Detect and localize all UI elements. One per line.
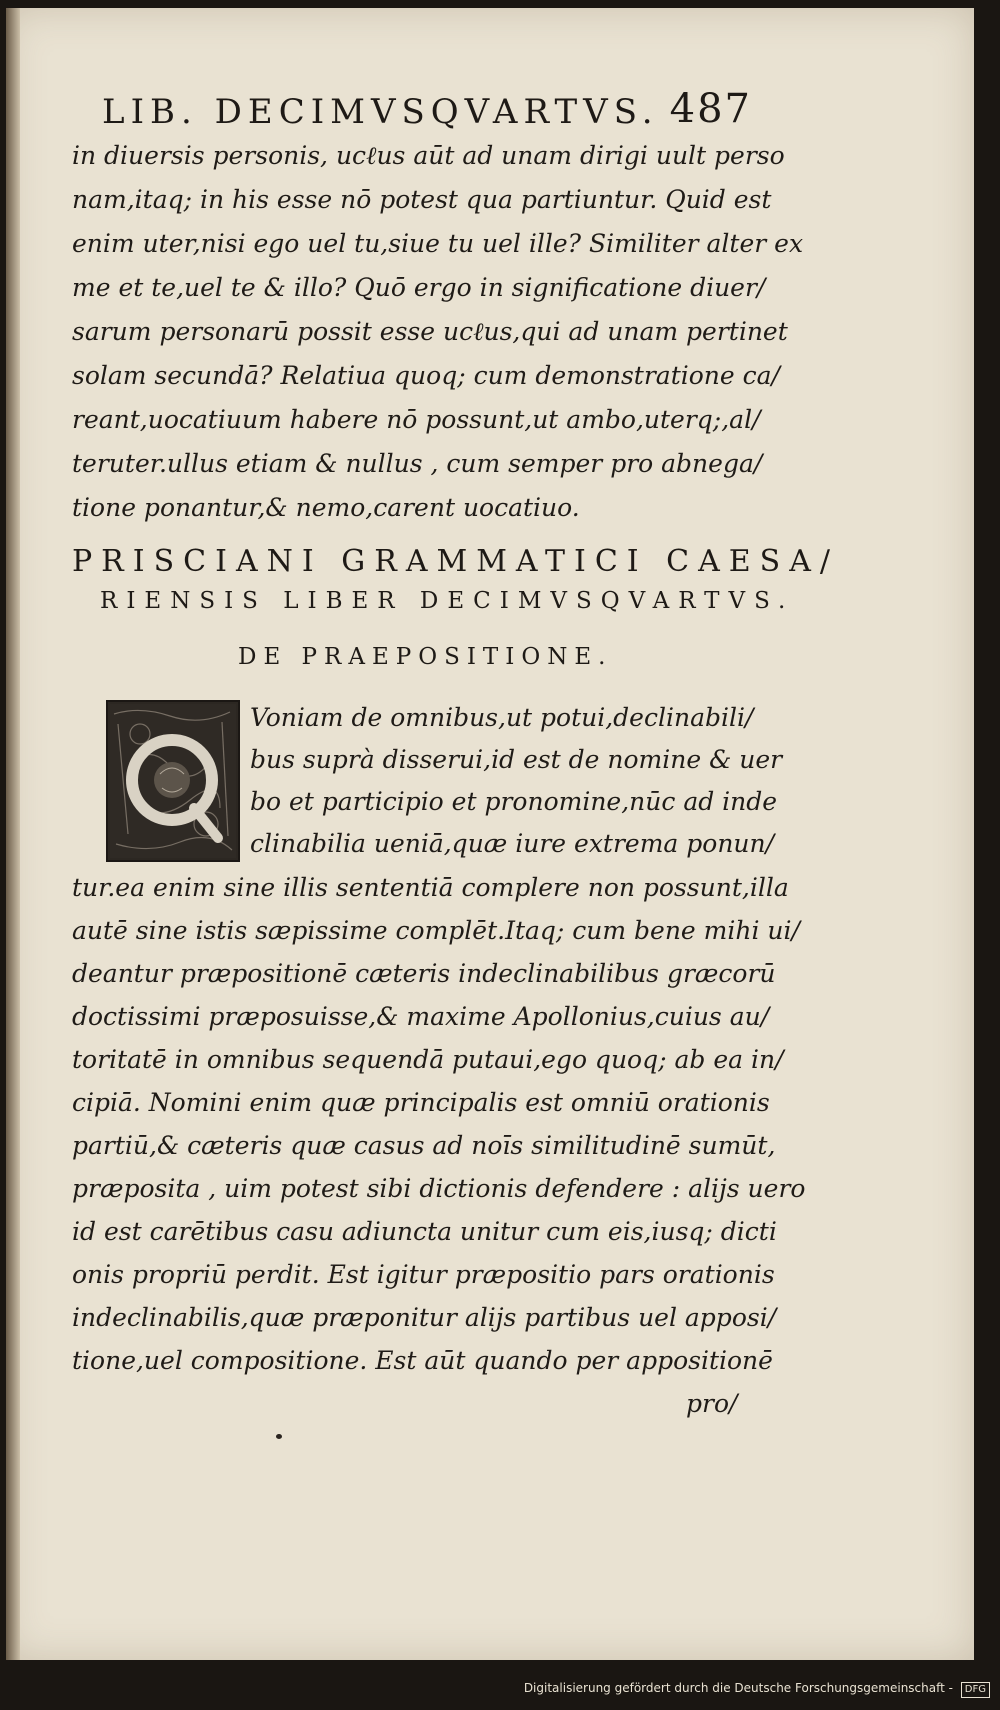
text-line: reant,uocatiuum habere nō possunt,ut ambo,uterq;,al/: [72, 405, 761, 434]
text-line: tione ponantur,& nemo,carent uocatiuo.: [72, 493, 580, 522]
book-spine-shadow: [6, 8, 20, 1660]
digitization-credit: [524, 1678, 990, 1698]
text-line: tur.ea enim sine illis sententiā complere non possunt,illa: [72, 873, 789, 902]
text-line: enim uter,nisi ego uel tu,siue tu uel ille? Similiter alter ex: [72, 229, 804, 258]
text-line: onis propriū perdit. Est igitur præpositio pars orationis: [72, 1260, 775, 1289]
text-line: indeclinabilis,quæ præponitur alijs partibus uel apposi/: [72, 1303, 777, 1332]
text-line: partiū,& cæteris quæ casus ad noīs similitudinē sumūt,: [72, 1131, 776, 1160]
chapter-subheading: DE PRAEPOSITIONE.: [238, 644, 613, 670]
woodcut-initial-image: [110, 704, 236, 858]
text-line: me et te,uel te & illo? Quō ergo in significatione diuer/: [72, 273, 766, 302]
running-header: [102, 86, 762, 132]
text-line: autē sine istis sæpissime complēt.Itaq; cum bene mihi ui/: [72, 916, 800, 945]
text-line: doctissimi præposuisse,& maxime Apollonius,cuius au/: [72, 1002, 770, 1031]
text-line: nam,itaq; in his esse nō potest qua partiuntur. Quid est: [72, 185, 772, 214]
text-line: bo et participio et pronomine,nūc ad inde: [250, 787, 778, 816]
text-line: bus suprà disserui,id est de nomine & uer: [250, 745, 783, 774]
text-line: toritatē in omnibus sequendā putaui,ego quoq; ab ea in/: [72, 1045, 784, 1074]
text-line: cipiā. Nomini enim quæ principalis est omniū orationis: [72, 1088, 770, 1117]
dfg-logo: DFG: [961, 1682, 990, 1698]
text-line: teruter.ullus etiam & nullus , cum semper pro abnega/: [72, 449, 763, 478]
catchword: pro/: [686, 1389, 738, 1418]
text-line: deantur præpositionē cæteris indeclinabilibus græcorū: [72, 959, 776, 988]
text-line: sarum personarū possit esse ucℓus,qui ad unam pertinet: [72, 317, 788, 346]
chapter-heading-line-1: PRISCIANI GRAMMATICI CAESA/: [72, 544, 840, 579]
text-line: id est carētibus casu adiuncta unitur cum eis,iusq; dicti: [72, 1217, 777, 1246]
text-line: solam secundā? Relatiua quoq; cum demonstratione ca/: [72, 361, 780, 390]
ink-dot: [276, 1434, 282, 1439]
text-line: præposita , uim potest sibi dictionis defendere : alijs uero: [72, 1174, 806, 1203]
credit-text: Digitalisierung gefördert durch die Deutsche Forschungsgemeinschaft -: [523, 1681, 953, 1695]
page-number: 487: [669, 86, 752, 132]
running-title: LIB. DECIMVSQVARTVS.: [102, 92, 659, 132]
text-line: tione,uel compositione. Est aūt quando per appositionē: [72, 1346, 773, 1375]
text-line: clinabilia ueniā,quæ iure extrema ponun/: [250, 829, 775, 858]
decorated-initial-q: [106, 700, 240, 862]
text-line: Voniam de omnibus,ut potui,declinabili/: [250, 703, 754, 732]
chapter-heading-line-2: RIENSIS LIBER DECIMVSQVARTVS.: [100, 588, 795, 614]
text-line: in diuersis personis, ucℓus aūt ad unam dirigi uult perso: [72, 141, 785, 170]
book-page: [6, 8, 974, 1660]
